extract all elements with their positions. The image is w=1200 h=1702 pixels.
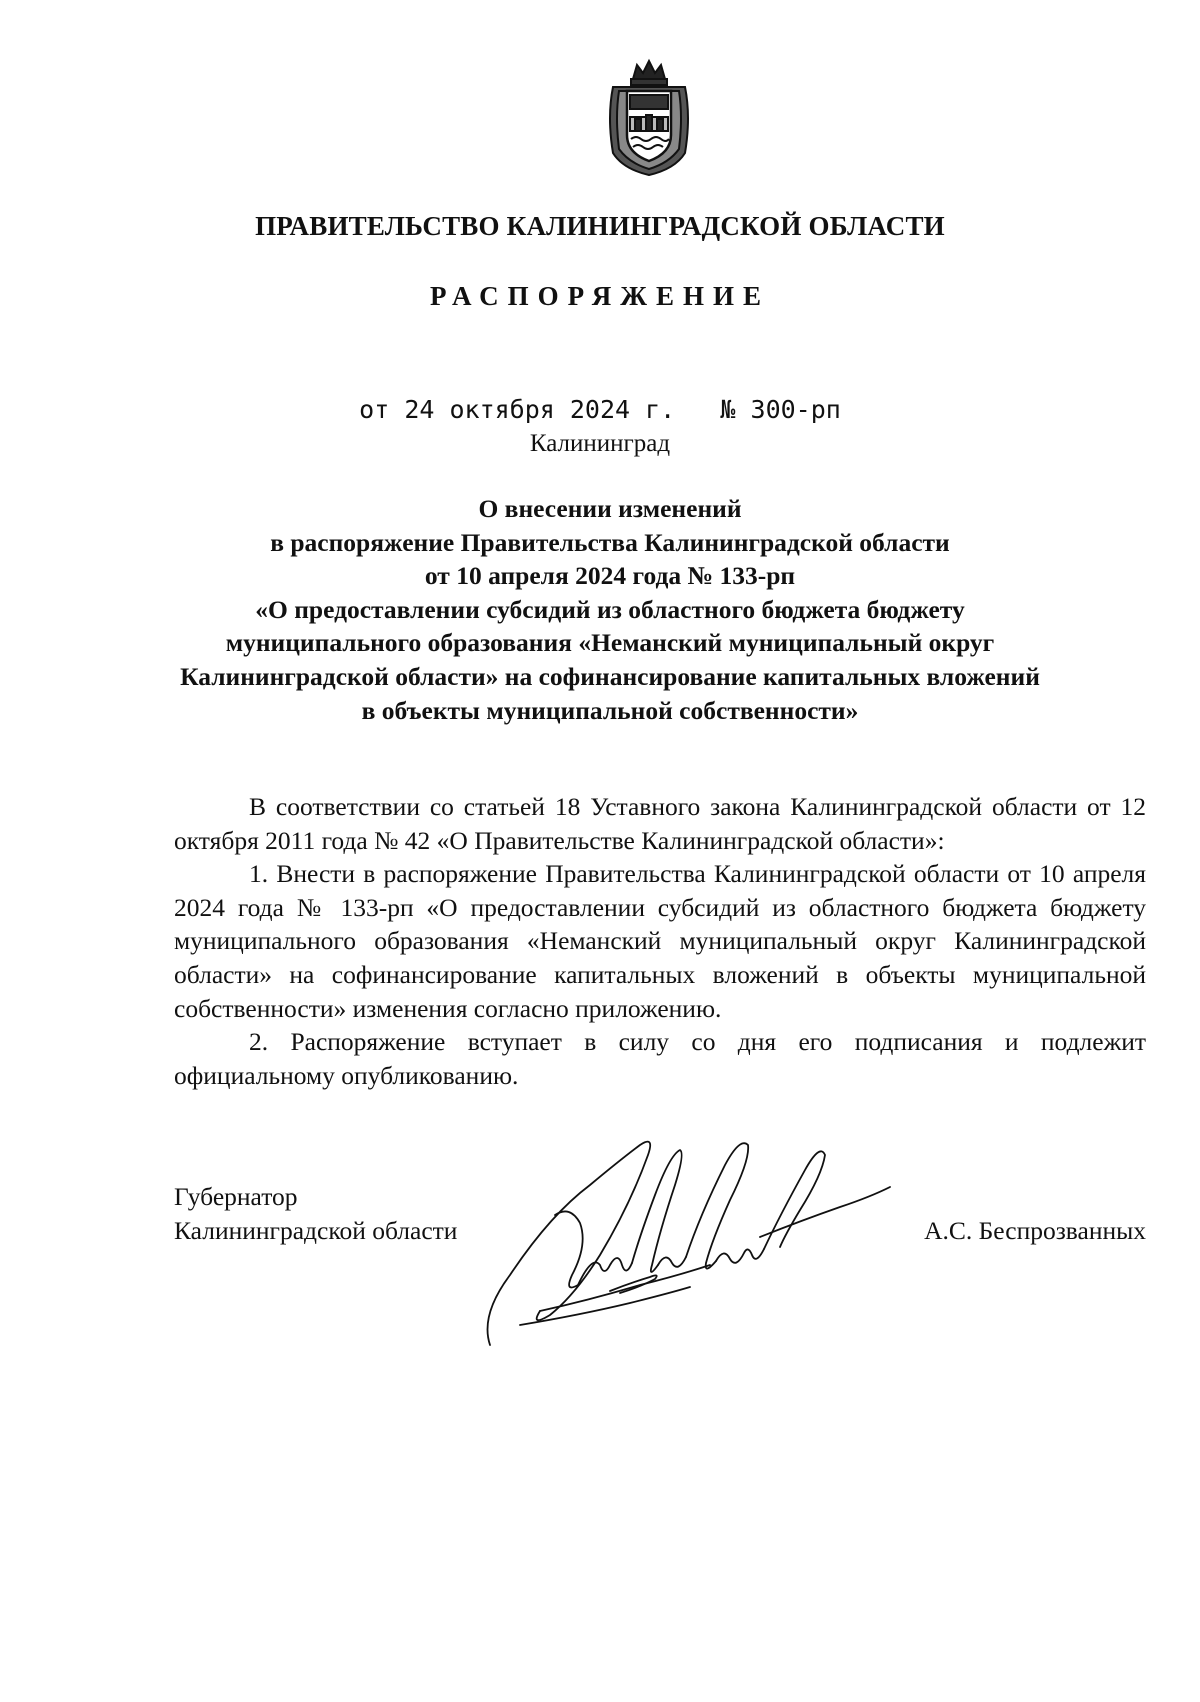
subject-line: в объекты муниципальной собственности» <box>361 695 859 725</box>
handwritten-signature <box>480 1115 910 1355</box>
date-prefix: от <box>359 395 390 424</box>
city: Калининград <box>529 430 671 457</box>
signer-title <box>174 1180 457 1247</box>
organization-title: ПРАВИТЕЛЬСТВО КАЛИНИНГРАДСКОЙ ОБЛАСТИ <box>255 211 945 241</box>
subject-line: Калининградской области» на софинансирование капитальных вложений <box>180 661 1040 691</box>
date-number-line <box>0 395 1200 424</box>
document-type: РАСПОРЯЖЕНИЕ <box>429 281 771 311</box>
body-paragraph-preamble: В соответствии со статьей 18 Уставного закона Калининградской области от 12 октября 2011 года № 42 «О Правительстве Калининградской области»: <box>174 792 1146 855</box>
document-date: 24 октября 2024 г. <box>404 395 676 424</box>
subject-line: «О предоставлении субсидий из областного бюджета бюджету <box>255 594 965 624</box>
subject-line: от 10 апреля 2024 года № 133-рп <box>424 561 796 591</box>
body-paragraph-item-1: 1. Внести в распоряжение Правительства Калининградской области от 10 апреля 2024 года № 133-рп «О предоставлении субсидий из областного бюджета бюджету муниципального образования «Неманский муниципальный округ Калининградской области» на софинансирование капитальных вложений в объекты муниципальной собственности» изменения согласно приложению. <box>174 859 1146 1023</box>
signer-title-line: Губернатор <box>174 1182 298 1211</box>
subject-line: О внесении изменений <box>478 494 742 523</box>
number-sign: № <box>720 395 736 424</box>
coat-of-arms-icon <box>603 57 695 179</box>
subject-line: муниципального образования «Неманский муниципальный округ <box>225 628 995 658</box>
document-subject <box>170 492 1050 727</box>
body-paragraph-item-2: 2. Распоряжение вступает в силу со дня его подписания и подлежит официальному опубликованию. <box>174 1027 1146 1090</box>
document-number: 300-рп <box>750 395 841 424</box>
subject-line: в распоряжение Правительства Калининградской области <box>270 527 950 557</box>
signer-title-line: Калининградской области <box>174 1215 458 1245</box>
document-body <box>174 790 1146 1092</box>
signer-name: А.С. Беспрозванных <box>924 1216 1146 1245</box>
